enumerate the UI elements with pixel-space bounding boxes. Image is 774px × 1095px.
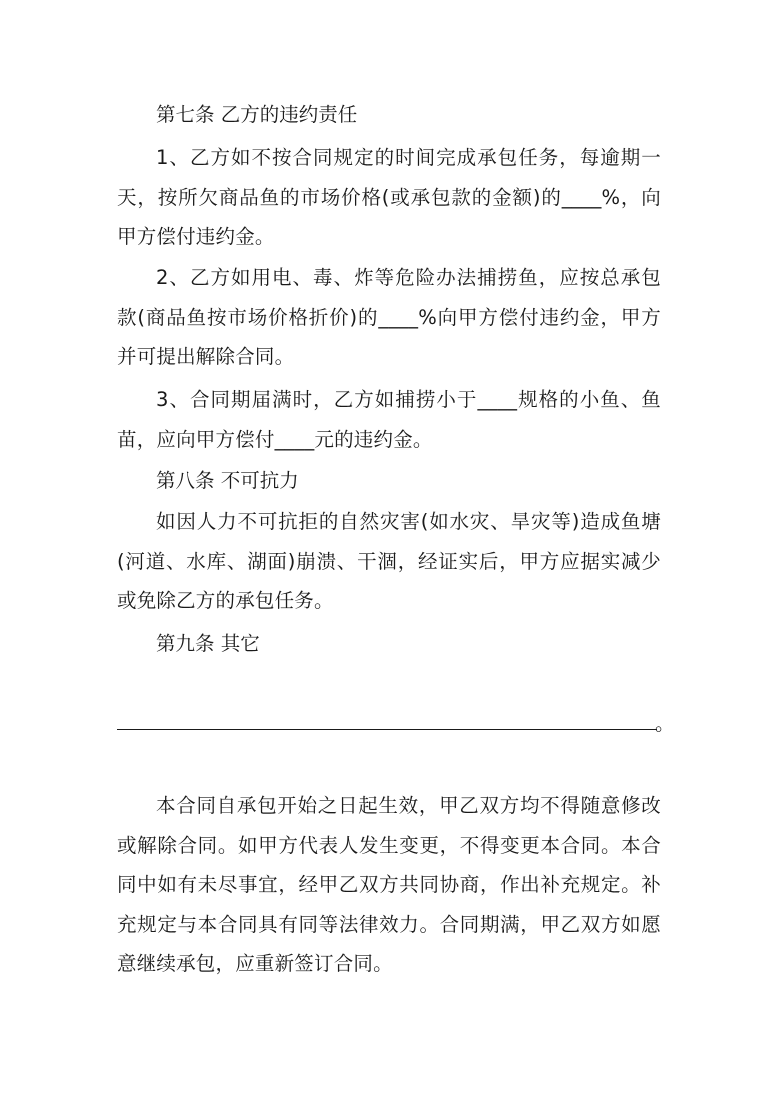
article-9-blank-period: 。	[655, 712, 675, 735]
article-7-clause-3: 3、合同期届满时，乙方如捕捞小于____规格的小鱼、鱼苗，应向甲方偿付____元的违约金。	[117, 388, 661, 451]
article-7-clause-1: 1、乙方如不按合同规定的时间完成承包任务，每逾期一天，按所欠商品鱼的市场价格(或承包款的金额)的____%，向甲方偿付违约金。	[117, 146, 661, 248]
article-8-paragraph: 如因人力不可抗拒的自然灾害(如水灾、旱灾等)造成鱼塘(河道、水库、湖面)崩溃、干涸，经证实后，甲方应据实减少或免除乙方的承包任务。	[117, 510, 661, 612]
article-8-heading: 第八条 不可抗力	[156, 469, 299, 492]
closing-paragraph: 本合同自承包开始之日起生效，甲乙双方均不得随意修改或解除合同。如甲方代表人发生变更，不得变更本合同。本合同中如有未尽事宜，经甲乙双方共同协商，作出补充规定。补充规定与本合同具有同等法律效力。合同期满，甲乙双方如愿意继续承包，应重新签订合同。	[117, 794, 661, 975]
article-7-clause-2: 2、乙方如用电、毒、炸等危险办法捕捞鱼，应按总承包款(商品鱼按市场价格折价)的____%向甲方偿付违约金，甲方并可提出解除合同。	[117, 266, 661, 368]
article-9-heading: 第九条 其它	[156, 632, 260, 655]
article-9-blank-line	[117, 729, 657, 730]
article-7-heading: 第七条 乙方的违约责任	[156, 103, 358, 126]
